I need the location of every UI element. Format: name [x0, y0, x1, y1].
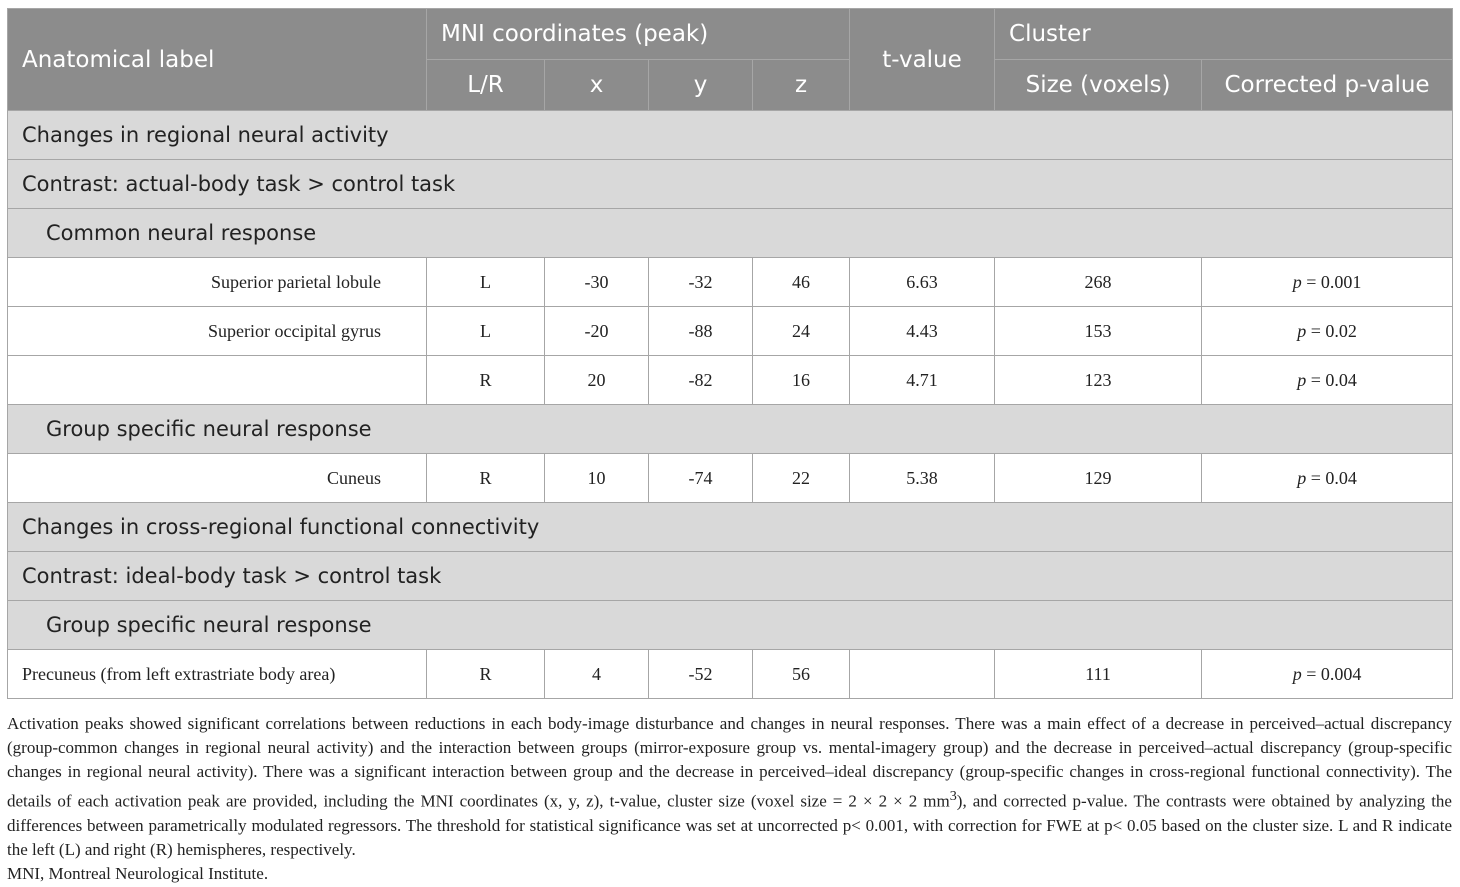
cell-p [1202, 307, 1453, 356]
section-row [8, 209, 1453, 258]
cell-z: 16 [753, 356, 850, 405]
cell-size: 153 [995, 307, 1202, 356]
cell-label: Superior occipital gyrus [8, 307, 427, 356]
section-regional-activity: Changes in regional neural activity [8, 111, 1453, 160]
cell-y: -88 [649, 307, 753, 356]
header-x: x [545, 60, 649, 111]
cell-size: 111 [995, 650, 1202, 699]
table-footnote [7, 712, 1452, 886]
table-row [8, 356, 1453, 405]
p-symbol: p [1297, 369, 1307, 390]
p-symbol: p [1297, 320, 1307, 341]
p-value: = 0.04 [1306, 369, 1357, 390]
cell-label: Cuneus [8, 454, 427, 503]
cell-p [1202, 258, 1453, 307]
footnote-superscript: 3 [949, 788, 957, 804]
p-value: = 0.001 [1301, 271, 1362, 292]
cell-p [1202, 356, 1453, 405]
header-t-value: t-value [850, 9, 995, 111]
cell-lr: L [427, 258, 545, 307]
cell-x: 20 [545, 356, 649, 405]
section-group-specific-response: Group specific neural response [8, 601, 1453, 650]
p-value: = 0.02 [1306, 320, 1357, 341]
cell-x: -20 [545, 307, 649, 356]
footnote-text-a: Activation peaks showed significant correlations between reductions in each body-image disturbance and changes in neural responses. There was a main effect of a decrease in perceived–actual discrepancy (group-common changes in regional neural activity) and the interaction between groups (mirror-exposure group vs. mental-imagery group) and the decrease in perceived–actual discrepancy (group-specific changes in regional neural activity). There was a significant interaction between group and the decrease in perceived–ideal discrepancy (group-specific changes in cross-regional functional connectivity). The details of each activation peak are provided, including the MNI coordinates (x, y, z), t-value, cluster size (voxel size = 2 × 2 × 2 mm [7, 714, 1452, 811]
cell-y: -82 [649, 356, 753, 405]
section-cross-regional-connectivity: Changes in cross-regional functional connectivity [8, 503, 1453, 552]
header-cluster: Cluster [995, 9, 1453, 60]
cell-x: 10 [545, 454, 649, 503]
p-value: = 0.004 [1301, 663, 1362, 684]
cell-x: -30 [545, 258, 649, 307]
footnote-description [7, 712, 1452, 862]
cell-label: Superior parietal lobule [8, 258, 427, 307]
header-size: Size (voxels) [995, 60, 1202, 111]
cell-z: 22 [753, 454, 850, 503]
section-group-specific-response: Group specific neural response [8, 405, 1453, 454]
cell-size: 129 [995, 454, 1202, 503]
section-contrast-ideal-body: Contrast: ideal-body task > control task [8, 552, 1453, 601]
cell-z: 24 [753, 307, 850, 356]
cell-p [1202, 454, 1453, 503]
section-row [8, 601, 1453, 650]
header-anatomical-label: Anatomical label [8, 9, 427, 111]
header-lr: L/R [427, 60, 545, 111]
cell-t: 4.43 [850, 307, 995, 356]
cell-p [1202, 650, 1453, 699]
cell-lr: L [427, 307, 545, 356]
cell-t: 5.38 [850, 454, 995, 503]
section-row [8, 405, 1453, 454]
header-mni-coordinates: MNI coordinates (peak) [427, 9, 850, 60]
header-z: z [753, 60, 850, 111]
table-row [8, 307, 1453, 356]
table-row [8, 650, 1453, 699]
cell-lr: R [427, 650, 545, 699]
header-y: y [649, 60, 753, 111]
p-symbol: p [1292, 663, 1302, 684]
results-table-container [7, 8, 1452, 699]
cell-label [8, 356, 427, 405]
cell-size: 123 [995, 356, 1202, 405]
cell-z: 46 [753, 258, 850, 307]
section-common-response: Common neural response [8, 209, 1453, 258]
table-header [8, 9, 1453, 111]
results-table [7, 8, 1453, 699]
section-row [8, 552, 1453, 601]
cell-t: 6.63 [850, 258, 995, 307]
footnote-text-b: ), and corrected p-value. The contrasts were obtained by analyzing the differences between parametrically modulated regressors. The threshold for statistical significance was set at uncorrected p< 0.001, with correction for FWE at p< 0.05 based on the cluster size. L and R indicate the left (L) and right (R) hemispheres, respectively. [7, 791, 1452, 859]
cell-y: -74 [649, 454, 753, 503]
cell-y: -32 [649, 258, 753, 307]
cell-y: -52 [649, 650, 753, 699]
footnote-abbreviation: MNI, Montreal Neurological Institute. [7, 863, 269, 883]
cell-t: 4.71 [850, 356, 995, 405]
section-row [8, 503, 1453, 552]
p-symbol: p [1297, 467, 1307, 488]
cell-lr: R [427, 454, 545, 503]
table-row [8, 454, 1453, 503]
cell-lr: R [427, 356, 545, 405]
section-contrast-actual-body: Contrast: actual-body task > control task [8, 160, 1453, 209]
cell-size: 268 [995, 258, 1202, 307]
header-corrected-p: Corrected p-value [1202, 60, 1453, 111]
p-symbol: p [1292, 271, 1302, 292]
cell-t [850, 650, 995, 699]
cell-z: 56 [753, 650, 850, 699]
cell-label: Precuneus (from left extrastriate body area) [8, 650, 427, 699]
section-row [8, 111, 1453, 160]
table-row [8, 258, 1453, 307]
p-value: = 0.04 [1306, 467, 1357, 488]
cell-x: 4 [545, 650, 649, 699]
section-row [8, 160, 1453, 209]
